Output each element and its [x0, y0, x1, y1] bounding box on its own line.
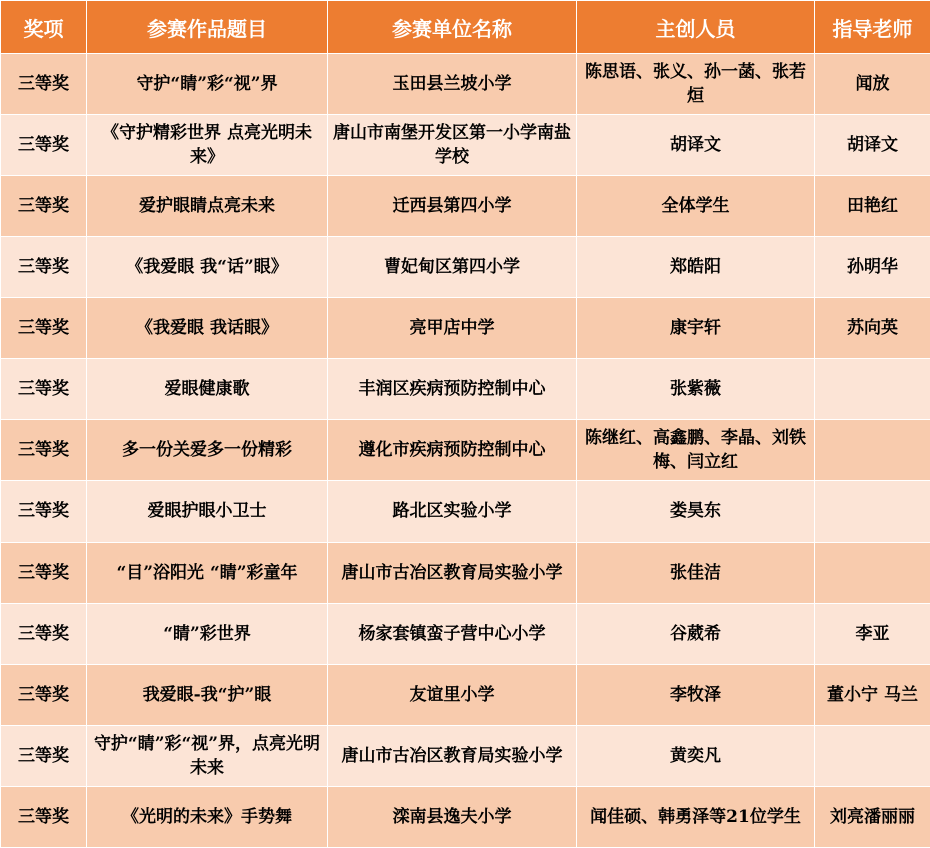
table-row [1, 54, 930, 115]
work-title-cell: 爱护眼睛点亮未来 [87, 176, 328, 237]
award-cell: 三等奖 [1, 786, 87, 847]
creators-cell: 陈继红、高鑫鹏、李晶、刘铁梅、闫立红 [577, 420, 815, 481]
instructor-cell [815, 481, 930, 542]
table-row [1, 542, 930, 603]
unit-name-cell: 唐山市古冶区教育局实验小学 [328, 542, 577, 603]
award-cell: 三等奖 [1, 420, 87, 481]
creators-cell: 陈思语、张义、孙一菡、张若烜 [577, 54, 815, 115]
unit-name-cell: 唐山市南堡开发区第一小学南盐学校 [328, 115, 577, 176]
creators-cell: 李牧泽 [577, 664, 815, 725]
creators-cell: 黄奕凡 [577, 725, 815, 786]
award-cell: 三等奖 [1, 603, 87, 664]
table-row [1, 298, 930, 359]
unit-name-cell: 玉田县兰坡小学 [328, 54, 577, 115]
work-title-cell: 我爱眼-我“护”眼 [87, 664, 328, 725]
table-row [1, 725, 930, 786]
instructor-cell [815, 420, 930, 481]
table-row [1, 237, 930, 298]
award-cell: 三等奖 [1, 54, 87, 115]
unit-name-cell: 杨家套镇蛮子营中心小学 [328, 603, 577, 664]
instructor-cell: 闻放 [815, 54, 930, 115]
award-cell: 三等奖 [1, 725, 87, 786]
instructor-cell [815, 542, 930, 603]
work-title-cell: “目”浴阳光 “睛”彩童年 [87, 542, 328, 603]
table-row [1, 481, 930, 542]
award-cell: 三等奖 [1, 664, 87, 725]
award-cell: 三等奖 [1, 115, 87, 176]
award-cell: 三等奖 [1, 298, 87, 359]
instructor-cell: 孙明华 [815, 237, 930, 298]
work-title-cell: 守护“睛”彩“视”界，点亮光明未来 [87, 725, 328, 786]
creators-cell: 闻佳硕、韩勇泽等21位学生 [577, 786, 815, 847]
instructor-cell [815, 359, 930, 420]
header-instructor: 指导老师 [815, 1, 930, 54]
table-row [1, 664, 930, 725]
work-title-cell: 《我爱眼 我话眼》 [87, 298, 328, 359]
header-unit-name: 参赛单位名称 [328, 1, 577, 54]
creators-cell: 郑皓阳 [577, 237, 815, 298]
instructor-cell: 李亚 [815, 603, 930, 664]
creators-cell: 全体学生 [577, 176, 815, 237]
instructor-cell: 苏向英 [815, 298, 930, 359]
unit-name-cell: 滦南县逸夫小学 [328, 786, 577, 847]
table-row [1, 786, 930, 847]
table-row [1, 115, 930, 176]
work-title-cell: 《守护精彩世界 点亮光明未来》 [87, 115, 328, 176]
award-cell: 三等奖 [1, 481, 87, 542]
table-row [1, 420, 930, 481]
instructor-cell [815, 725, 930, 786]
table-row [1, 603, 930, 664]
creators-cell: 胡译文 [577, 115, 815, 176]
unit-name-cell: 丰润区疾病预防控制中心 [328, 359, 577, 420]
instructor-cell: 田艳红 [815, 176, 930, 237]
header-row [1, 1, 930, 54]
award-cell: 三等奖 [1, 237, 87, 298]
work-title-cell: 《光明的未来》手势舞 [87, 786, 328, 847]
creators-cell: 娄昊东 [577, 481, 815, 542]
work-title-cell: “睛”彩世界 [87, 603, 328, 664]
table-row [1, 176, 930, 237]
instructor-cell: 刘亮潘丽丽 [815, 786, 930, 847]
creators-cell: 张佳洁 [577, 542, 815, 603]
work-title-cell: 多一份关爱多一份精彩 [87, 420, 328, 481]
work-title-cell: 守护“睛”彩“视”界 [87, 54, 328, 115]
table-row [1, 359, 930, 420]
unit-name-cell: 唐山市古冶区教育局实验小学 [328, 725, 577, 786]
creators-cell: 张紫薇 [577, 359, 815, 420]
work-title-cell: 《我爱眼 我“话”眼》 [87, 237, 328, 298]
creators-cell: 康宇轩 [577, 298, 815, 359]
award-cell: 三等奖 [1, 176, 87, 237]
work-title-cell: 爱眼护眼小卫士 [87, 481, 328, 542]
instructor-cell: 董小宁 马兰 [815, 664, 930, 725]
unit-name-cell: 曹妃甸区第四小学 [328, 237, 577, 298]
award-cell: 三等奖 [1, 542, 87, 603]
award-cell: 三等奖 [1, 359, 87, 420]
instructor-cell: 胡译文 [815, 115, 930, 176]
unit-name-cell: 路北区实验小学 [328, 481, 577, 542]
unit-name-cell: 遵化市疾病预防控制中心 [328, 420, 577, 481]
unit-name-cell: 迁西县第四小学 [328, 176, 577, 237]
header-work-title: 参赛作品题目 [87, 1, 328, 54]
header-award: 奖项 [1, 1, 87, 54]
header-creators: 主创人员 [577, 1, 815, 54]
unit-name-cell: 亮甲店中学 [328, 298, 577, 359]
creators-cell: 谷葳希 [577, 603, 815, 664]
work-title-cell: 爱眼健康歌 [87, 359, 328, 420]
unit-name-cell: 友谊里小学 [328, 664, 577, 725]
